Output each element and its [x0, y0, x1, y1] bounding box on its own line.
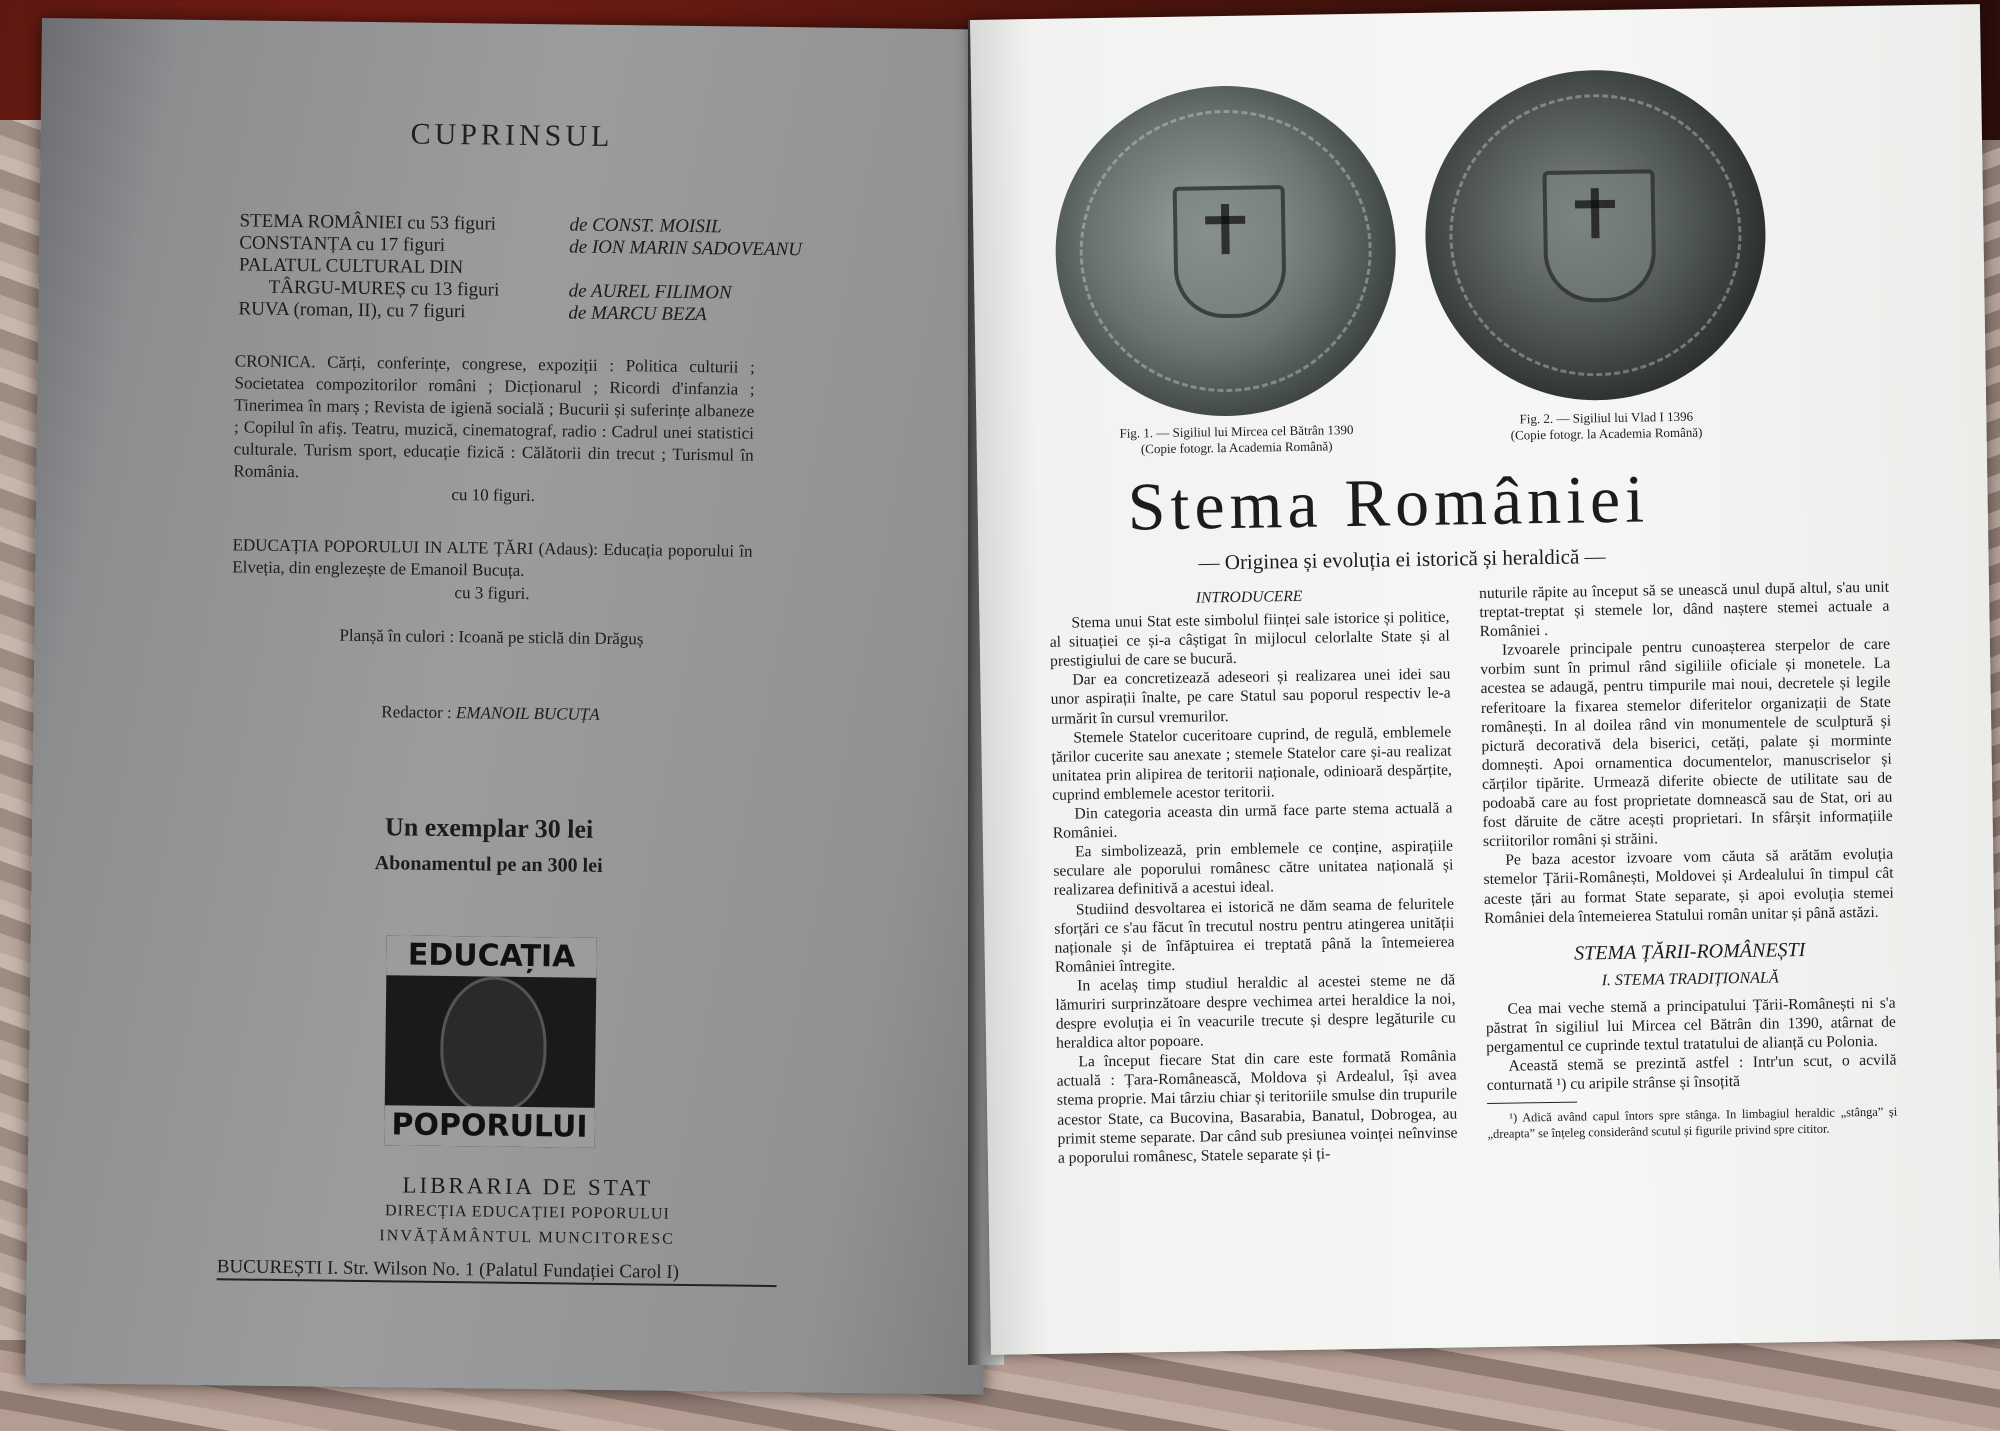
article-column-1 [1049, 583, 1458, 1168]
educatia-poporului-logo [384, 935, 597, 1148]
redactor-label: Redactor : [381, 702, 452, 723]
toc-entry-author: de MARCU BEZA [568, 302, 707, 326]
toc-entry-author: de ION MARIN SADOVEANU [569, 236, 803, 261]
price: Un exemplar 30 lei [384, 812, 594, 844]
paragraph: Stemele Statelor cuceritoare cuprind, de regulă, emblemele țărilor cucerite sau anexate ; stemele Statelor care și-au realizat unitatea prin alipirea de teritorii naționale, odinioară despărțite, cuprind emblemele acestor teritorii. [1051, 723, 1452, 804]
article-title: Stema României [1127, 460, 1650, 545]
left-page [25, 18, 1000, 1395]
seal-cross [1205, 216, 1245, 225]
fig2-caption-block [1446, 408, 1766, 445]
logo-bottom-text: POPORULUI [384, 1105, 594, 1148]
subscription: Abonamentul pe an 300 lei [374, 852, 603, 877]
right-page [970, 4, 2000, 1355]
plansa-note: Planșă în culori : Icoană pe sticlă din Drăguș [339, 625, 644, 649]
footnote: ¹) Adică având capul întors spre stânga. In limbagiul heraldic „stânga” și „dreapta” se înțeleg considerând scutul și figurile privind spre cititor. [1487, 1104, 1898, 1142]
toc-title: CUPRINSUL [410, 117, 614, 153]
paragraph: Ea simbolizează, prin emblemele ce conține, aspirațiile seculare ale poporului românesc către unitatea națională și realizarea definitivă a acestui ideal. [1053, 837, 1454, 900]
toc-entry-title: CONSTANȚA cu 17 figuri [239, 232, 446, 256]
seal-cross [1591, 188, 1600, 238]
toc-entry-title: TÂRGU-MUREȘ cu 13 figuri [268, 276, 500, 301]
toc-entry-author: de CONST. MOISIL [569, 214, 722, 238]
redactor-name: EMANOIL BUCUȚA [455, 703, 600, 724]
paragraph: Această stemă se prezintă astfel : Intr'un scut, o acvilă conturnată ¹) cu aripile strânse și însoțită [1486, 1051, 1897, 1095]
paragraph: La început fiecare Stat din care este formată România actuală : Țara-Românească, Moldova și Ardealul, își avea stema proprie. Mai târziu chiar și teritoriile smulse din trupurile acestor State, ca Bucovina, Basarabia, Banatul, Dobrogea, au primit steme separate. Dar când sub presiunea voinței neînvinse a poporului românesc, Statele separate și ți- [1056, 1047, 1458, 1167]
toc-entry-author: de AUREL FILIMON [568, 280, 732, 304]
educatia-section: EDUCAȚIA POPORULUI IN ALTE ȚĂRI (Adaus): Educația poporului în Elveția, din englezește de Emanoil Bucuța. [232, 535, 753, 580]
seal-cross [1221, 204, 1230, 254]
paragraph: Pe baza acestor izvoare vom căuta să arătăm evoluția stemelor Țării-Românești, Moldovei și Ardealului în timpul cât aceste țări au format State separate, și apoi evoluția stemei României dela întemeierea Statului român unitar și până astăzi. [1483, 845, 1894, 927]
toc-entry [238, 298, 758, 328]
cronica-figures: cu 10 figuri. [451, 485, 536, 506]
seal-mircea-image [1053, 83, 1398, 418]
paragraph: In acelaș timp studiul heraldic al acestei steme ne dă lămuriri surprinzătoare despre vechimea artei heraldice la noi, despre evoluția ei în veacurile trecute și despre legăturile cu heraldica altor popoare. [1055, 971, 1456, 1052]
paragraph: Studiind desvoltarea ei istorică ne dăm seama de feluritele sforțări ce s'au făcut în trecutul nostru pentru atingerea unității naționale și de înfăptuirea ei treptată până la întemeierea României întregite. [1054, 895, 1455, 976]
subsection-heading: I. STEMA TRADIȚIONALĂ [1601, 969, 1779, 989]
paragraph: Din categoria aceasta din urmă face parte stema actuală a României. [1052, 799, 1453, 842]
publisher-line-2: DIRECȚIA EDUCAȚIEI POPORULUI [384, 1202, 670, 1223]
fig1-credit: (Copie fotogr. la Academia Română) [1140, 438, 1333, 457]
article-subtitle: — Originea și evoluția ei istorică și heraldică — [1198, 544, 1606, 575]
seal-cross [1575, 200, 1615, 209]
publisher-name: LIBRARIA DE STAT [402, 1172, 654, 1201]
fig2-credit: (Copie fotogr. la Academia Română) [1510, 424, 1703, 443]
intro-heading: INTRODUCERE [1195, 587, 1303, 607]
seal-vlad-image [1423, 68, 1768, 403]
fig1-caption: Fig. 1. — Sigiliul lui Mircea cel Bătrân 1390 [1119, 422, 1354, 441]
toc-entry-title: PALATUL CULTURAL DIN [238, 254, 464, 279]
section-heading: STEMA ȚĂRII-ROMÂNEȘTI [1573, 938, 1806, 965]
logo-top-text: EDUCAȚIA [386, 935, 596, 978]
toc-entry-title: RUVA (roman, II), cu 7 figuri [238, 298, 466, 323]
toc-entry-title: STEMA ROMÂNIEI cu 53 figuri [239, 210, 497, 235]
footnote-rule [1487, 1102, 1577, 1104]
cronica-section: CRONICA. Cărți, conferințe, congrese, expoziții : Politica culturii ; Societatea compozitorilor români ; Dicționarul ; Ricordi d'infanzia ; Tinerimea în marș ; Revista de igienă socială ; Bucurii și suferințe albaneze ; Copilul în afiș. Teatru, muzică, cinematograf, radio : Cadrul unei statistici culturale. Turism sport, educație fizică : Călătorii din trecut ; Turismul în România. [233, 351, 755, 482]
paragraph: nuturile răpite au început să se unească unul după altul, s'au unit treptat-treptat și stemele lor, dând naștere stemei actuale a României . [1478, 578, 1890, 641]
paragraph: Izvoarele principale pentru cunoașterea sterpelor de care vorbim sunt în primul rând sigiliile oficiale și monetele. La acestea se adaugă, pentru timpurile mai noui, decretele și legile referitoare la fixarea stemelor diferitelor organizații de State românești. In al doilea rând vin monumentele de sculptură și pictură decorativă dela biserici, cetăți, palate și morminte domnești. Apoi ornamentica documentelor, manuscriselor și cărților tipărite. Urmează diferite obiecte de utilitate sau de podoabă care au fost proprietate domnească sau de Stat, ori au fost dăruite de către acești proprietari. In sfârșit informațiile scriitorilor români și străini. [1480, 635, 1893, 851]
article-column-2 [1479, 578, 1898, 1143]
educatia-figures: cu 3 figuri. [454, 583, 530, 603]
publisher-address: BUCUREȘTI I. Str. Wilson No. 1 (Palatul Fundației Carol I) [217, 1256, 777, 1287]
paragraph: Dar ea concretizează adeseori și realizarea unei idei sau unor aspirații înalte, pe care Statul sau poporul respectiv le-a urmărit în cursul vremurilor. [1050, 665, 1451, 728]
fig1-caption-block [1071, 421, 1401, 458]
publisher-line-3: INVĂȚĂMÂNTUL MUNCITORESC [379, 1227, 676, 1248]
paragraph: Cea mai veche stemă a principatului Țării-Românești ni s'a păstrat în sigiliul lui Mircea cel Bătrân din 1390, atârnat de pergamentul ce cuprinde textul tratatului de alianță cu Polonia. [1485, 994, 1896, 1057]
redactor-line [230, 700, 750, 726]
logo-head-figure [440, 976, 548, 1113]
fig2-caption: Fig. 2. — Sigiliul lui Vlad I 1396 [1519, 408, 1694, 427]
paragraph: Stema unui Stat este simbolul ființei sale istorice și politice, al situației ce și-a câștigat în mijlocul celorlalte State și al prestigiului de care se bucură. [1049, 608, 1450, 671]
